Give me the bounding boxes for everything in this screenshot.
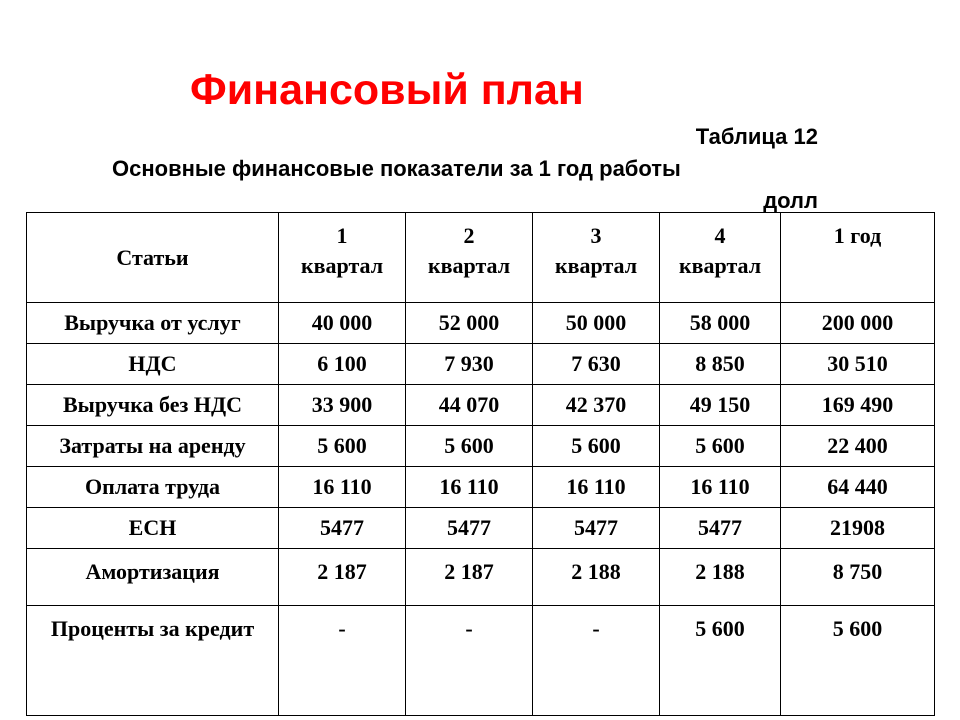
column-header-year [781, 213, 935, 303]
cell-q3: - [533, 606, 660, 716]
cell-q3: 7 630 [533, 344, 660, 385]
column-header-label: Статьи [116, 244, 189, 270]
cell-q2: 5 600 [406, 426, 533, 467]
column-header-number: 1 [336, 223, 348, 248]
table-row [27, 549, 935, 606]
cell-q1: 33 900 [279, 385, 406, 426]
cell-q2: 2 187 [406, 549, 533, 606]
table-row [27, 303, 935, 344]
cell-year: 169 490 [781, 385, 935, 426]
units-label: долл [763, 188, 818, 213]
cell-q3: 42 370 [533, 385, 660, 426]
table-row [27, 508, 935, 549]
cell-year: 21908 [781, 508, 935, 549]
cell-q2: 44 070 [406, 385, 533, 426]
column-header-label: квартал [427, 253, 511, 278]
row-label: НДС [27, 344, 279, 385]
column-header-label: квартал [678, 253, 762, 278]
cell-q1: 5 600 [279, 426, 406, 467]
cell-q3: 50 000 [533, 303, 660, 344]
table-row [27, 385, 935, 426]
cell-q4: 5 600 [660, 426, 781, 467]
cell-year: 8 750 [781, 549, 935, 606]
cell-q4: 49 150 [660, 385, 781, 426]
cell-q2: - [406, 606, 533, 716]
column-header-label: квартал [300, 253, 384, 278]
table-number: Таблица 12 [695, 124, 818, 149]
cell-q1: 16 110 [279, 467, 406, 508]
cell-q3: 5477 [533, 508, 660, 549]
row-label: ЕСН [27, 508, 279, 549]
column-header-number: 4 [714, 223, 726, 248]
cell-q1: 5477 [279, 508, 406, 549]
column-header-q1 [279, 213, 406, 303]
cell-q1: 40 000 [279, 303, 406, 344]
cell-q2: 7 930 [406, 344, 533, 385]
row-label: Проценты за кредит [27, 606, 279, 716]
cell-q1: - [279, 606, 406, 716]
page-title: Финансовый план [190, 66, 584, 114]
cell-q2: 16 110 [406, 467, 533, 508]
column-header-q2 [406, 213, 533, 303]
table-row [27, 426, 935, 467]
cell-q4: 5 600 [660, 606, 781, 716]
cell-q2: 5477 [406, 508, 533, 549]
column-header-q4 [660, 213, 781, 303]
cell-q1: 6 100 [279, 344, 406, 385]
cell-q3: 16 110 [533, 467, 660, 508]
cell-year: 22 400 [781, 426, 935, 467]
column-header-q3 [533, 213, 660, 303]
row-label: Затраты на аренду [27, 426, 279, 467]
row-label: Выручка без НДС [27, 385, 279, 426]
table-row [27, 606, 935, 716]
column-header-label: квартал [554, 253, 638, 278]
cell-year: 5 600 [781, 606, 935, 716]
table-header-row [27, 213, 935, 303]
column-header-items [27, 213, 279, 303]
row-label: Выручка от услуг [27, 303, 279, 344]
cell-q4: 8 850 [660, 344, 781, 385]
cell-year: 64 440 [781, 467, 935, 508]
cell-q1: 2 187 [279, 549, 406, 606]
cell-q4: 16 110 [660, 467, 781, 508]
table-row [27, 467, 935, 508]
cell-q4: 2 188 [660, 549, 781, 606]
financial-table [26, 212, 935, 716]
cell-q4: 5477 [660, 508, 781, 549]
table-caption: Основные финансовые показатели за 1 год работы [112, 156, 681, 181]
column-header-number: 2 [463, 223, 475, 248]
cell-q4: 58 000 [660, 303, 781, 344]
column-header-number: 3 [590, 223, 602, 248]
cell-q3: 5 600 [533, 426, 660, 467]
cell-q2: 52 000 [406, 303, 533, 344]
row-label: Амортизация [27, 549, 279, 606]
table-row [27, 344, 935, 385]
row-label: Оплата труда [27, 467, 279, 508]
cell-year: 200 000 [781, 303, 935, 344]
column-header-label: 1 год [833, 223, 882, 248]
cell-q3: 2 188 [533, 549, 660, 606]
cell-year: 30 510 [781, 344, 935, 385]
